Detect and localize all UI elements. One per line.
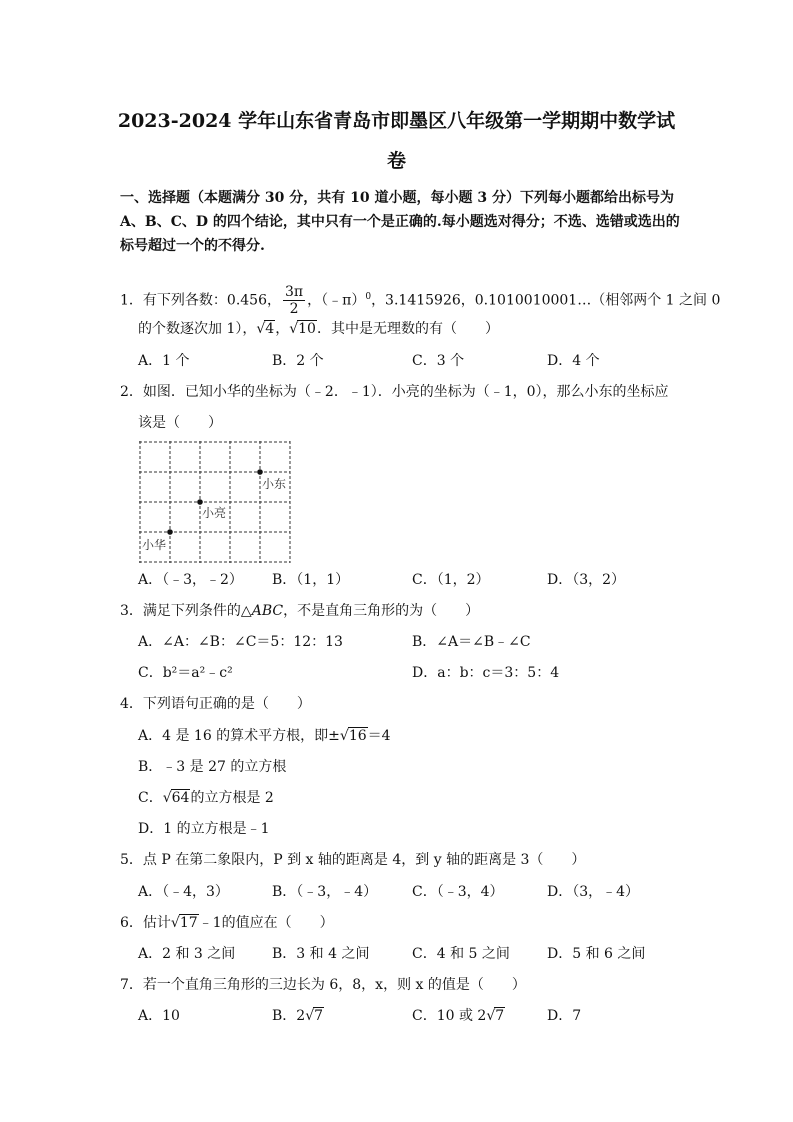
question-1-line2	[138, 319, 499, 339]
question-3	[120, 601, 479, 621]
question-text: 的个数逐次加 1），	[138, 321, 257, 337]
option-d: D．4 个	[547, 353, 600, 369]
question-6	[120, 913, 334, 933]
question-text: ，3.1415926，0.1010010001…（相邻两个 1 之间 0	[371, 292, 721, 309]
point-xiaoliang	[197, 499, 203, 505]
question-text: ．其中是无理数的有（ ）	[316, 321, 499, 337]
radicand: 10	[298, 321, 316, 337]
exam-title: 2023-2024 学年山东省青岛市即墨区八年级第一学期期中数学试	[117, 110, 676, 132]
radicand: 7	[314, 1008, 324, 1024]
sqrt-sign: √	[170, 915, 180, 931]
option-text: C．10 或 2	[412, 1008, 487, 1024]
label-xiaodong: 小东	[262, 477, 287, 491]
label-xiaoliang: 小亮	[202, 506, 227, 520]
option-a: A．10	[138, 1008, 180, 1024]
option-a: A．∠A：∠B：∠C＝5：12：13	[138, 634, 343, 650]
radicand: 4	[265, 321, 275, 337]
sqrt-sign: √	[486, 1008, 496, 1024]
question-text: 若一个直角三角形的三边长为 6，8，x，则 x 的值是（ ）	[142, 977, 526, 993]
coordinate-grid-figure	[139, 441, 291, 563]
sqrt-sign: √	[339, 728, 349, 744]
fraction-3pi-over-2	[283, 284, 305, 317]
option-b: B．（1，1）	[272, 572, 350, 588]
question-4	[120, 694, 311, 714]
question-number: 6．	[120, 915, 143, 931]
option-text: ＝4	[367, 728, 391, 744]
question-number: 3．	[120, 603, 143, 619]
option-c: C．3 个	[412, 353, 465, 369]
separator: ，	[275, 321, 290, 337]
section-instructions: 一、选择题（本题满分 30 分，共有 10 道小题，每小题 3 分）下列每小题都给出标号为 A、B、C、D 的四个结论，其中只有一个是正确的.每小题选对得分；不选、选错或选出的标号超过一个的不得分.	[120, 190, 680, 254]
label-xiaohua: 小华	[142, 538, 167, 552]
sqrt-sign: √	[256, 321, 266, 337]
point-xiaohua	[167, 529, 173, 535]
option-text: B．2	[272, 1008, 306, 1024]
fraction-numerator: 3π	[285, 284, 304, 300]
question-5	[120, 850, 585, 870]
question-text: ，（﹣π）	[307, 292, 366, 309]
option-b: B．3 和 4 之间	[272, 946, 370, 962]
question-number: 5．	[120, 852, 143, 868]
exam-title-continued: 卷	[386, 150, 406, 172]
option-d: D．7	[547, 1008, 582, 1024]
option-text: C．	[138, 790, 163, 806]
option-b: B．2 个	[272, 353, 324, 369]
question-2-line2: 该是（ ）	[138, 415, 222, 431]
question-1	[120, 284, 720, 317]
option-c: C．b²＝a²﹣c²	[138, 665, 233, 681]
question-text: ，不是直角三角形的为（ ）	[283, 603, 480, 619]
exponent: 0	[365, 291, 372, 302]
question-number: 1．	[120, 292, 143, 309]
radicand: 7	[495, 1008, 505, 1024]
option-a: A．1 个	[138, 353, 190, 369]
option-c	[412, 1006, 505, 1026]
question-text: 有下列各数：0.456，	[142, 292, 282, 309]
radicand: 17	[179, 915, 198, 931]
question-text: 如图．已知小华的坐标为（﹣2．﹣1）．小亮的坐标为（﹣1，0），那么小东的坐标应	[142, 384, 669, 400]
question-text: 估计	[142, 915, 171, 931]
fraction-denominator: 2	[289, 301, 299, 317]
question-7	[120, 975, 526, 995]
option-a	[138, 726, 391, 746]
question-number: 2．	[120, 384, 143, 400]
option-text: A．4 是 16 的算术平方根，即±	[138, 728, 340, 744]
option-d: D．5 和 6 之间	[547, 946, 646, 962]
sqrt-sign: √	[162, 790, 172, 806]
option-d: D．（3，﹣4）	[547, 884, 640, 900]
option-b: B．﹣3 是 27 的立方根	[138, 759, 287, 775]
option-d: D．a：b：c＝3：5：4	[412, 665, 560, 681]
point-xiaodong	[257, 469, 263, 475]
option-c	[138, 788, 274, 808]
triangle-name: ABC	[251, 603, 284, 619]
question-text: ﹣1的值应在（ ）	[198, 915, 334, 931]
question-text: 满足下列条件的△	[142, 603, 252, 619]
option-a: A．2 和 3 之间	[138, 946, 236, 962]
option-c: C．（1，2）	[412, 572, 490, 588]
option-a: A．（﹣3，﹣2）	[138, 572, 243, 588]
question-text: 点 P 在第二象限内，P 到 x 轴的距离是 4，到 y 轴的距离是 3（ ）	[142, 852, 586, 868]
option-b	[272, 1006, 324, 1026]
sqrt-sign: √	[305, 1008, 315, 1024]
radicand: 16	[348, 728, 367, 744]
option-text: 的立方根是 2	[190, 790, 274, 806]
option-a: A．（﹣4，3）	[138, 884, 229, 900]
option-c: C．4 和 5 之间	[412, 946, 510, 962]
option-b: B．∠A＝∠B﹣∠C	[412, 634, 531, 650]
radicand: 64	[171, 790, 190, 806]
question-number: 4．	[120, 696, 143, 712]
question-2	[120, 382, 669, 402]
option-d: D．（3，2）	[547, 572, 626, 588]
option-b: B．（﹣3，﹣4）	[272, 884, 378, 900]
sqrt-sign: √	[289, 321, 299, 337]
option-c: C．（﹣3，4）	[412, 884, 504, 900]
option-d: D．1 的立方根是﹣1	[138, 821, 270, 837]
question-text: 下列语句正确的是（ ）	[142, 696, 311, 712]
question-number: 7．	[120, 977, 143, 993]
